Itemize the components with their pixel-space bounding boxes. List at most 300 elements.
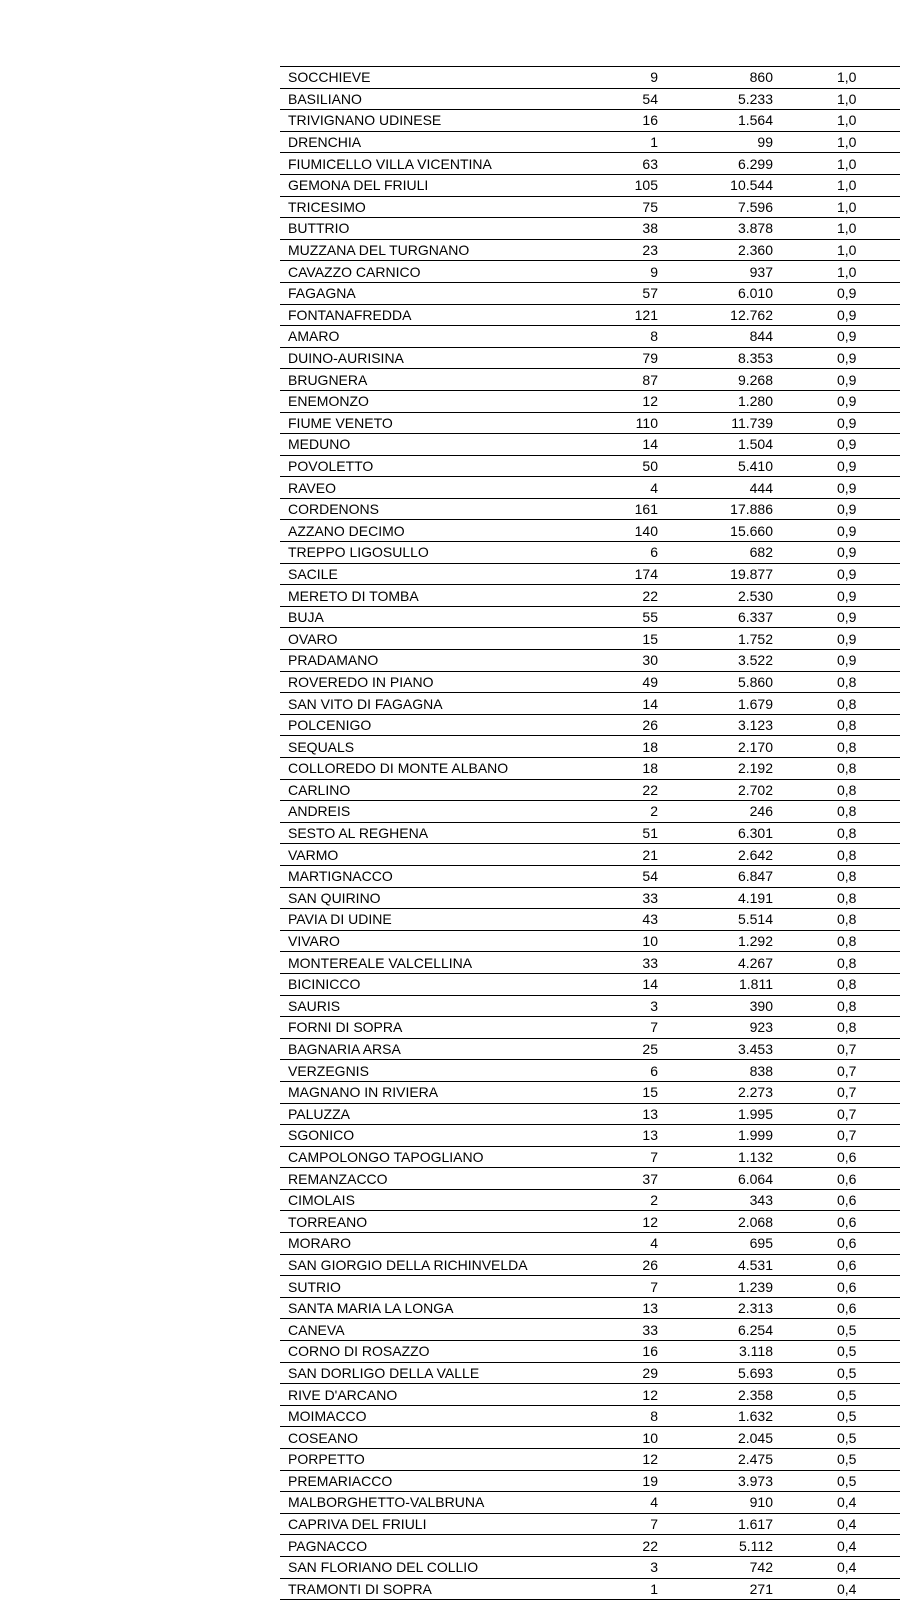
count-cell: 13 (598, 1125, 658, 1147)
rate-cell: 0,9 (773, 563, 900, 585)
rate-cell: 0,9 (773, 585, 900, 607)
population-cell: 6.064 (658, 1168, 773, 1190)
rate-cell: 0,7 (773, 1038, 900, 1060)
table-row (280, 822, 900, 844)
count-cell: 8 (598, 326, 658, 348)
table-row (280, 1470, 900, 1492)
count-cell: 21 (598, 844, 658, 866)
municipality-name-cell: POVOLETTO (280, 455, 598, 477)
municipality-name-cell: CORNO DI ROSAZZO (280, 1341, 598, 1363)
table-row (280, 196, 900, 218)
population-cell: 2.273 (658, 1081, 773, 1103)
count-cell: 14 (598, 973, 658, 995)
rate-cell: 0,9 (773, 606, 900, 628)
count-cell: 1 (598, 1578, 658, 1600)
population-cell: 910 (658, 1492, 773, 1514)
municipality-name-cell: SANTA MARIA LA LONGA (280, 1297, 598, 1319)
rate-cell: 0,9 (773, 326, 900, 348)
table-row (280, 1103, 900, 1125)
municipality-name-cell: VARMO (280, 844, 598, 866)
rate-cell: 0,6 (773, 1254, 900, 1276)
rate-cell: 0,9 (773, 347, 900, 369)
municipality-name-cell: ENEMONZO (280, 390, 598, 412)
count-cell: 2 (598, 1189, 658, 1211)
population-cell: 10.544 (658, 174, 773, 196)
population-cell: 5.860 (658, 671, 773, 693)
count-cell: 29 (598, 1362, 658, 1384)
population-cell: 6.010 (658, 282, 773, 304)
table-row (280, 779, 900, 801)
municipality-name-cell: MUZZANA DEL TURGNANO (280, 239, 598, 261)
table-row (280, 1233, 900, 1255)
rate-cell: 0,5 (773, 1470, 900, 1492)
population-cell: 6.301 (658, 822, 773, 844)
rate-cell: 1,0 (773, 131, 900, 153)
count-cell: 6 (598, 1060, 658, 1082)
table-row (280, 1578, 900, 1600)
population-cell: 1.280 (658, 390, 773, 412)
municipality-name-cell: SAN FLORIANO DEL COLLIO (280, 1556, 598, 1578)
population-cell: 2.358 (658, 1384, 773, 1406)
count-cell: 22 (598, 1535, 658, 1557)
municipality-name-cell: RIVE D'ARCANO (280, 1384, 598, 1406)
count-cell: 4 (598, 1233, 658, 1255)
count-cell: 54 (598, 88, 658, 110)
municipality-name-cell: BASILIANO (280, 88, 598, 110)
rate-cell: 0,4 (773, 1535, 900, 1557)
municipality-name-cell: CAVAZZO CARNICO (280, 261, 598, 283)
rate-cell: 0,6 (773, 1297, 900, 1319)
population-cell: 1.239 (658, 1276, 773, 1298)
table-row (280, 1384, 900, 1406)
municipality-name-cell: PRADAMANO (280, 650, 598, 672)
count-cell: 7 (598, 1513, 658, 1535)
rate-cell: 0,4 (773, 1513, 900, 1535)
population-cell: 3.453 (658, 1038, 773, 1060)
count-cell: 16 (598, 110, 658, 132)
population-cell: 343 (658, 1189, 773, 1211)
table-row (280, 909, 900, 931)
rate-cell: 0,6 (773, 1233, 900, 1255)
population-cell: 11.739 (658, 412, 773, 434)
population-cell: 99 (658, 131, 773, 153)
population-cell: 2.360 (658, 239, 773, 261)
count-cell: 4 (598, 477, 658, 499)
rate-cell: 0,6 (773, 1211, 900, 1233)
municipality-name-cell: CAMPOLONGO TAPOGLIANO (280, 1146, 598, 1168)
population-cell: 1.292 (658, 930, 773, 952)
population-cell: 3.123 (658, 714, 773, 736)
rate-cell: 0,7 (773, 1125, 900, 1147)
municipality-name-cell: TORREANO (280, 1211, 598, 1233)
count-cell: 110 (598, 412, 658, 434)
population-cell: 271 (658, 1578, 773, 1600)
count-cell: 14 (598, 434, 658, 456)
population-cell: 3.973 (658, 1470, 773, 1492)
count-cell: 121 (598, 304, 658, 326)
table-row (280, 693, 900, 715)
table-row (280, 218, 900, 240)
table-row (280, 1189, 900, 1211)
population-cell: 1.999 (658, 1125, 773, 1147)
table-row (280, 88, 900, 110)
rate-cell: 0,9 (773, 412, 900, 434)
rate-cell: 0,5 (773, 1362, 900, 1384)
municipality-name-cell: CORDENONS (280, 498, 598, 520)
municipality-name-cell: SEQUALS (280, 736, 598, 758)
population-cell: 937 (658, 261, 773, 283)
population-cell: 1.504 (658, 434, 773, 456)
table-row (280, 412, 900, 434)
population-cell: 3.878 (658, 218, 773, 240)
municipality-name-cell: MOIMACCO (280, 1405, 598, 1427)
population-cell: 1.617 (658, 1513, 773, 1535)
count-cell: 161 (598, 498, 658, 520)
municipality-name-cell: TRICESIMO (280, 196, 598, 218)
table-row (280, 304, 900, 326)
count-cell: 33 (598, 1319, 658, 1341)
count-cell: 7 (598, 1017, 658, 1039)
municipality-name-cell: OVARO (280, 628, 598, 650)
rate-cell: 0,9 (773, 369, 900, 391)
rate-cell: 0,8 (773, 822, 900, 844)
population-cell: 8.353 (658, 347, 773, 369)
rate-cell: 0,8 (773, 779, 900, 801)
municipality-name-cell: BICINICCO (280, 973, 598, 995)
rate-cell: 0,9 (773, 650, 900, 672)
count-cell: 15 (598, 1081, 658, 1103)
municipality-name-cell: SESTO AL REGHENA (280, 822, 598, 844)
count-cell: 38 (598, 218, 658, 240)
table-row (280, 1060, 900, 1082)
table-row (280, 606, 900, 628)
municipality-name-cell: BAGNARIA ARSA (280, 1038, 598, 1060)
rate-cell: 0,6 (773, 1146, 900, 1168)
table-row (280, 239, 900, 261)
municipality-name-cell: DUINO-AURISINA (280, 347, 598, 369)
table-row (280, 1254, 900, 1276)
count-cell: 55 (598, 606, 658, 628)
rate-cell: 0,9 (773, 477, 900, 499)
population-cell: 838 (658, 1060, 773, 1082)
municipality-name-cell: MARTIGNACCO (280, 865, 598, 887)
municipality-name-cell: TREPPO LIGOSULLO (280, 542, 598, 564)
rate-cell: 0,9 (773, 455, 900, 477)
municipality-name-cell: GEMONA DEL FRIULI (280, 174, 598, 196)
table-row (280, 585, 900, 607)
count-cell: 12 (598, 1384, 658, 1406)
population-cell: 4.531 (658, 1254, 773, 1276)
municipality-name-cell: RAVEO (280, 477, 598, 499)
rate-cell: 0,9 (773, 304, 900, 326)
rate-cell: 0,7 (773, 1103, 900, 1125)
table-row (280, 844, 900, 866)
count-cell: 63 (598, 153, 658, 175)
municipality-table (280, 66, 900, 1600)
rate-cell: 0,6 (773, 1276, 900, 1298)
count-cell: 4 (598, 1492, 658, 1514)
municipality-name-cell: SGONICO (280, 1125, 598, 1147)
table-row (280, 153, 900, 175)
data-table-container (280, 66, 900, 1600)
municipality-name-cell: SOCCHIEVE (280, 67, 598, 89)
municipality-name-cell: PAGNACCO (280, 1535, 598, 1557)
population-cell: 844 (658, 326, 773, 348)
municipality-name-cell: BRUGNERA (280, 369, 598, 391)
rate-cell: 0,4 (773, 1492, 900, 1514)
rate-cell: 0,5 (773, 1384, 900, 1406)
table-row (280, 477, 900, 499)
table-row (280, 650, 900, 672)
table-row (280, 930, 900, 952)
count-cell: 37 (598, 1168, 658, 1190)
count-cell: 16 (598, 1341, 658, 1363)
municipality-name-cell: SACILE (280, 563, 598, 585)
municipality-name-cell: SAN GIORGIO DELLA RICHINVELDA (280, 1254, 598, 1276)
table-row (280, 67, 900, 89)
population-cell: 6.254 (658, 1319, 773, 1341)
table-row (280, 973, 900, 995)
count-cell: 22 (598, 585, 658, 607)
count-cell: 12 (598, 1449, 658, 1471)
municipality-name-cell: MAGNANO IN RIVIERA (280, 1081, 598, 1103)
table-row (280, 1319, 900, 1341)
count-cell: 43 (598, 909, 658, 931)
count-cell: 15 (598, 628, 658, 650)
municipality-name-cell: TRAMONTI DI SOPRA (280, 1578, 598, 1600)
count-cell: 54 (598, 865, 658, 887)
table-row (280, 261, 900, 283)
municipality-name-cell: VERZEGNIS (280, 1060, 598, 1082)
municipality-name-cell: CAPRIVA DEL FRIULI (280, 1513, 598, 1535)
count-cell: 87 (598, 369, 658, 391)
table-row (280, 455, 900, 477)
table-row (280, 952, 900, 974)
rate-cell: 1,0 (773, 218, 900, 240)
municipality-name-cell: ROVEREDO IN PIANO (280, 671, 598, 693)
population-cell: 4.267 (658, 952, 773, 974)
table-row (280, 1362, 900, 1384)
table-row (280, 1427, 900, 1449)
count-cell: 19 (598, 1470, 658, 1492)
municipality-name-cell: MONTEREALE VALCELLINA (280, 952, 598, 974)
rate-cell: 1,0 (773, 67, 900, 89)
rate-cell: 0,8 (773, 909, 900, 931)
municipality-name-cell: COLLOREDO DI MONTE ALBANO (280, 758, 598, 780)
municipality-name-cell: SAURIS (280, 995, 598, 1017)
count-cell: 105 (598, 174, 658, 196)
table-row (280, 628, 900, 650)
count-cell: 79 (598, 347, 658, 369)
count-cell: 1 (598, 131, 658, 153)
table-row (280, 995, 900, 1017)
population-cell: 2.170 (658, 736, 773, 758)
rate-cell: 0,9 (773, 282, 900, 304)
municipality-name-cell: BUTTRIO (280, 218, 598, 240)
population-cell: 1.679 (658, 693, 773, 715)
rate-cell: 1,0 (773, 110, 900, 132)
municipality-name-cell: FONTANAFREDDA (280, 304, 598, 326)
rate-cell: 0,8 (773, 801, 900, 823)
count-cell: 9 (598, 67, 658, 89)
municipality-name-cell: DRENCHIA (280, 131, 598, 153)
municipality-name-cell: MALBORGHETTO-VALBRUNA (280, 1492, 598, 1514)
table-row (280, 174, 900, 196)
municipality-name-cell: COSEANO (280, 1427, 598, 1449)
table-row (280, 1125, 900, 1147)
table-row (280, 736, 900, 758)
rate-cell: 0,8 (773, 693, 900, 715)
count-cell: 6 (598, 542, 658, 564)
count-cell: 30 (598, 650, 658, 672)
municipality-name-cell: AZZANO DECIMO (280, 520, 598, 542)
municipality-name-cell: MEDUNO (280, 434, 598, 456)
table-row (280, 1556, 900, 1578)
table-row (280, 1449, 900, 1471)
count-cell: 50 (598, 455, 658, 477)
table-row (280, 498, 900, 520)
count-cell: 7 (598, 1146, 658, 1168)
population-cell: 2.313 (658, 1297, 773, 1319)
rate-cell: 1,0 (773, 239, 900, 261)
count-cell: 3 (598, 995, 658, 1017)
count-cell: 57 (598, 282, 658, 304)
municipality-name-cell: CANEVA (280, 1319, 598, 1341)
table-row (280, 563, 900, 585)
table-row (280, 1513, 900, 1535)
table-row (280, 1405, 900, 1427)
municipality-name-cell: TRIVIGNANO UDINESE (280, 110, 598, 132)
municipality-name-cell: AMARO (280, 326, 598, 348)
count-cell: 8 (598, 1405, 658, 1427)
count-cell: 12 (598, 1211, 658, 1233)
rate-cell: 0,7 (773, 1081, 900, 1103)
population-cell: 2.068 (658, 1211, 773, 1233)
population-cell: 2.192 (658, 758, 773, 780)
table-row (280, 865, 900, 887)
rate-cell: 0,4 (773, 1578, 900, 1600)
count-cell: 75 (598, 196, 658, 218)
population-cell: 2.475 (658, 1449, 773, 1471)
population-cell: 3.118 (658, 1341, 773, 1363)
table-row (280, 1535, 900, 1557)
count-cell: 174 (598, 563, 658, 585)
population-cell: 7.596 (658, 196, 773, 218)
table-row (280, 1017, 900, 1039)
municipality-name-cell: PREMARIACCO (280, 1470, 598, 1492)
population-cell: 923 (658, 1017, 773, 1039)
municipality-name-cell: SAN QUIRINO (280, 887, 598, 909)
population-cell: 19.877 (658, 563, 773, 585)
population-cell: 3.522 (658, 650, 773, 672)
table-row (280, 1276, 900, 1298)
population-cell: 5.410 (658, 455, 773, 477)
table-row (280, 1341, 900, 1363)
table-row (280, 1492, 900, 1514)
count-cell: 25 (598, 1038, 658, 1060)
table-row (280, 1038, 900, 1060)
table-row (280, 1297, 900, 1319)
municipality-name-cell: PORPETTO (280, 1449, 598, 1471)
rate-cell: 0,8 (773, 671, 900, 693)
count-cell: 22 (598, 779, 658, 801)
rate-cell: 1,0 (773, 88, 900, 110)
count-cell: 12 (598, 390, 658, 412)
table-row (280, 434, 900, 456)
municipality-name-cell: MERETO DI TOMBA (280, 585, 598, 607)
rate-cell: 1,0 (773, 153, 900, 175)
rate-cell: 0,9 (773, 434, 900, 456)
population-cell: 682 (658, 542, 773, 564)
count-cell: 13 (598, 1297, 658, 1319)
population-cell: 390 (658, 995, 773, 1017)
rate-cell: 0,8 (773, 887, 900, 909)
rate-cell: 0,9 (773, 542, 900, 564)
population-cell: 860 (658, 67, 773, 89)
table-row (280, 671, 900, 693)
rate-cell: 1,0 (773, 174, 900, 196)
count-cell: 18 (598, 736, 658, 758)
count-cell: 10 (598, 1427, 658, 1449)
count-cell: 140 (598, 520, 658, 542)
municipality-name-cell: VIVARO (280, 930, 598, 952)
count-cell: 9 (598, 261, 658, 283)
rate-cell: 0,9 (773, 390, 900, 412)
rate-cell: 0,8 (773, 714, 900, 736)
population-cell: 5.693 (658, 1362, 773, 1384)
rate-cell: 0,8 (773, 952, 900, 974)
table-row (280, 369, 900, 391)
table-row (280, 1081, 900, 1103)
population-cell: 1.752 (658, 628, 773, 650)
table-row (280, 714, 900, 736)
count-cell: 14 (598, 693, 658, 715)
municipality-name-cell: FIUMICELLO VILLA VICENTINA (280, 153, 598, 175)
rate-cell: 0,5 (773, 1341, 900, 1363)
rate-cell: 0,6 (773, 1168, 900, 1190)
rate-cell: 0,5 (773, 1427, 900, 1449)
rate-cell: 1,0 (773, 261, 900, 283)
population-cell: 1.132 (658, 1146, 773, 1168)
municipality-name-cell: PAVIA DI UDINE (280, 909, 598, 931)
population-cell: 1.811 (658, 973, 773, 995)
rate-cell: 0,8 (773, 973, 900, 995)
rate-cell: 0,5 (773, 1319, 900, 1341)
municipality-name-cell: FIUME VENETO (280, 412, 598, 434)
rate-cell: 0,8 (773, 995, 900, 1017)
count-cell: 3 (598, 1556, 658, 1578)
population-cell: 12.762 (658, 304, 773, 326)
rate-cell: 0,8 (773, 736, 900, 758)
table-row (280, 1168, 900, 1190)
population-cell: 695 (658, 1233, 773, 1255)
rate-cell: 0,5 (773, 1449, 900, 1471)
population-cell: 5.233 (658, 88, 773, 110)
population-cell: 2.702 (658, 779, 773, 801)
population-cell: 17.886 (658, 498, 773, 520)
table-row (280, 542, 900, 564)
count-cell: 33 (598, 952, 658, 974)
rate-cell: 0,8 (773, 865, 900, 887)
table-row (280, 282, 900, 304)
municipality-name-cell: SAN VITO DI FAGAGNA (280, 693, 598, 715)
municipality-name-cell: ANDREIS (280, 801, 598, 823)
count-cell: 2 (598, 801, 658, 823)
municipality-name-cell: POLCENIGO (280, 714, 598, 736)
table-row (280, 520, 900, 542)
population-cell: 9.268 (658, 369, 773, 391)
rate-cell: 0,5 (773, 1405, 900, 1427)
